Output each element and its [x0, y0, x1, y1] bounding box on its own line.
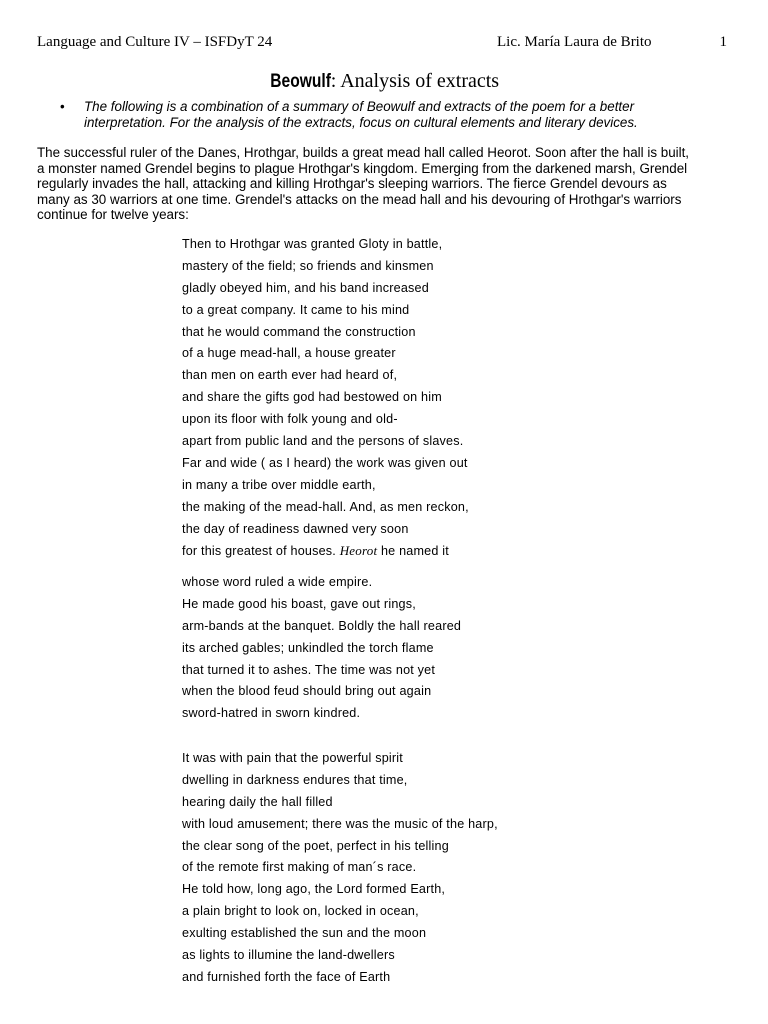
- poem-line: hearing daily the hall filled: [182, 794, 333, 809]
- summary-line: many as 30 warriors at one time. Grendel's attacks on the mead hall and his devouring of Hrothgar's warriors: [37, 191, 682, 207]
- bullet-symbol: •: [60, 99, 65, 114]
- poem-line: the day of readiness dawned very soon: [182, 521, 409, 536]
- poem-line: that he would command the construction: [182, 324, 416, 339]
- poem-line: the clear song of the poet, perfect in his telling: [182, 838, 449, 853]
- heorot-before: for this greatest of houses.: [182, 544, 340, 559]
- page-header: [37, 34, 727, 54]
- poem-line: Then to Hrothgar was granted Gloty in battle,: [182, 237, 443, 251]
- poem-extract-3: [182, 748, 702, 989]
- bullet-line: interpretation. For the analysis of the extracts, focus on cultural elements and literary devices.: [84, 115, 638, 130]
- poem-line: of the remote first making of man´s race.: [182, 860, 417, 875]
- poem-line: dwelling in darkness endures that time,: [182, 772, 408, 787]
- poem-extract-1: [182, 234, 702, 562]
- summary-line: continue for twelve years:: [37, 207, 189, 223]
- title-beowulf: Beowulf: [270, 71, 331, 92]
- poem-line: whose word ruled a wide empire.: [182, 575, 373, 589]
- poem-line: and share the gifts god had bestowed on him: [182, 390, 442, 405]
- poem-line: and furnished forth the face of Earth: [182, 969, 391, 984]
- poem-line: in many a tribe over middle earth,: [182, 477, 376, 492]
- poem-line: its arched gables; unkindled the torch flame: [182, 640, 434, 655]
- bullet-line: The following is a combination of a summary of Beowulf and extracts of the poem for a better: [84, 99, 635, 114]
- poem-line: He made good his boast, gave out rings,: [182, 596, 416, 611]
- poem-line: exulting established the sun and the moon: [182, 926, 427, 941]
- poem-line: a plain bright to look on, locked in ocean,: [182, 904, 419, 919]
- poem-line: the making of the mead-hall. And, as men reckon,: [182, 499, 469, 514]
- poem-line-heorot: [182, 540, 702, 562]
- poem-line: Far and wide ( as I heard) the work was given out: [182, 455, 468, 470]
- poem-line: sword-hatred in sworn kindred.: [182, 706, 361, 721]
- poem-line: arm-bands at the banquet. Boldly the hall reared: [182, 618, 462, 633]
- summary-line: The successful ruler of the Danes, Hrothgar, builds a great mead hall called Heorot. Soon after the hall is built,: [37, 145, 690, 160]
- document-title: [0, 70, 768, 93]
- poem-line: to a great company. It came to his mind: [182, 302, 410, 317]
- course-label: Language and Culture IV – ISFDyT 24: [37, 34, 273, 50]
- poem-line: with loud amusement; there was the music of the harp,: [182, 816, 498, 831]
- heorot-after: he named it: [377, 544, 449, 559]
- poem-line: apart from public land and the persons of slaves.: [182, 434, 464, 449]
- poem-line: that turned it to ashes. The time was not yet: [182, 662, 436, 677]
- poem-line: as lights to illumine the land-dwellers: [182, 948, 395, 963]
- summary-line: a monster named Grendel begins to plague Hrothgar's kingdom. Emerging from the darkened marsh, Grendel: [37, 160, 688, 176]
- summary-line: regularly invades the hall, attacking and killing Hrothgar's sleeping warriors. The fierce Grendel devours as: [37, 176, 667, 192]
- summary-paragraph: [37, 145, 737, 223]
- page-number: 1: [719, 34, 727, 50]
- heorot-name: Heorot: [339, 543, 378, 559]
- poem-line: upon its floor with folk young and old-: [182, 412, 398, 427]
- poem-extract-2: [182, 572, 702, 725]
- poem-line: mastery of the field; so friends and kinsmen: [182, 258, 434, 273]
- author-label: Lic. María Laura de Brito: [497, 34, 652, 50]
- poem-line: of a huge mead-hall, a house greater: [182, 346, 396, 361]
- poem-line: It was with pain that the powerful spirit: [182, 751, 403, 765]
- poem-line: than men on earth ever had heard of,: [182, 368, 398, 383]
- poem-line: when the blood feud should bring out again: [182, 684, 432, 699]
- poem-line: gladly obeyed him, and his band increased: [182, 280, 429, 295]
- poem-line: He told how, long ago, the Lord formed Earth,: [182, 882, 446, 897]
- title-subtitle: : Analysis of extracts: [330, 70, 500, 92]
- instruction-bullet: [60, 99, 720, 131]
